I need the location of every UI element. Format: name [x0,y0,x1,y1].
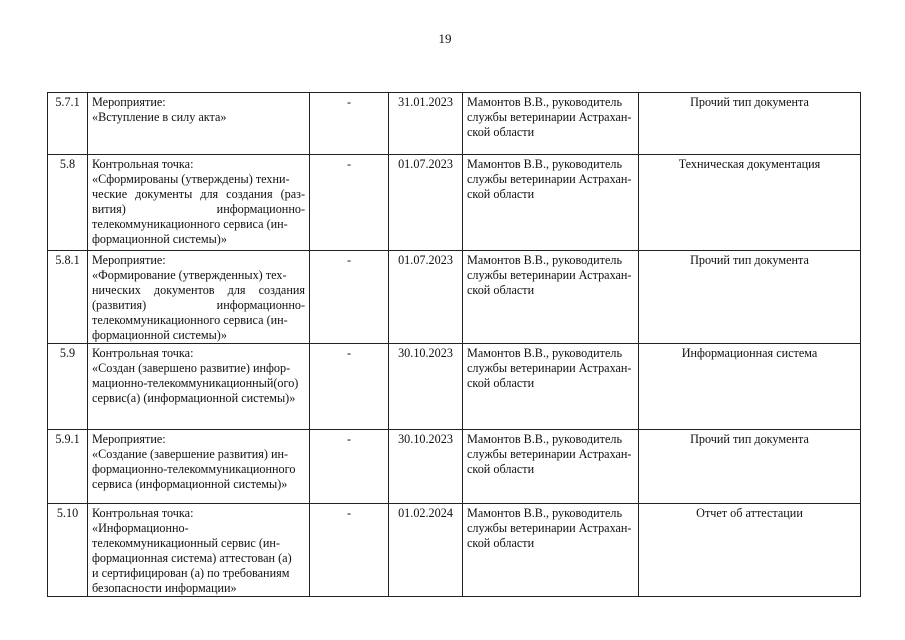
document-type: Отчет об аттестации [639,504,861,597]
item-number: 5.9.1 [48,430,88,504]
responsible-person-line: Мамонтов В.В., руководитель [467,95,623,109]
item-number: 5.8 [48,155,88,251]
document-type: Прочий тип документа [639,430,861,504]
document-type: Техническая документация [639,155,861,251]
responsible-person-line: службы ветеринарии Астрахан- [467,268,632,282]
event-description-line: «Вступление в силу акта» [92,110,227,124]
event-description-line: «Создан (завершено развитие) инфор- [92,361,291,375]
responsible-person-line: службы ветеринарии Астрахан- [467,521,632,535]
event-description-line: «Формирование (утвержденных) тех- [92,268,287,282]
due-date: 01.07.2023 [389,155,463,251]
responsible-person-line: ской области [467,283,535,297]
event-description-line: Контрольная точка: [92,346,194,360]
item-number: 5.7.1 [48,93,88,155]
item-number: 5.10 [48,504,88,597]
document-type: Прочий тип документа [639,93,861,155]
table-row [48,251,861,344]
event-description [88,93,310,155]
event-description-line: Мероприятие: [92,432,166,446]
event-description [88,344,310,430]
table-row [48,430,861,504]
table-row [48,155,861,251]
responsible-person-line: службы ветеринарии Астрахан- [467,361,632,375]
item-number: 5.8.1 [48,251,88,344]
event-description-line: мационно-телекоммуникационный(ого) [92,376,299,390]
document-type: Прочий тип документа [639,251,861,344]
event-description [88,155,310,251]
responsible-person-line: ской области [467,462,535,476]
event-description-line: сервис(а) (информационной системы)» [92,391,296,405]
page-number: 19 [438,31,452,46]
table-row [48,504,861,597]
event-description-line: «Создание (завершение развития) ин- [92,447,289,461]
responsible-person [463,504,639,597]
table-row [48,93,861,155]
responsible-person-line: Мамонтов В.В., руководитель [467,432,623,446]
due-date: 30.10.2023 [389,430,463,504]
event-description [88,251,310,344]
event-description [88,430,310,504]
event-description-line: Мероприятие: [92,253,166,267]
event-description-line: и сертифицирован (а) по требованиям [92,566,290,580]
event-description-line: формационно-телекоммуникационного [92,462,296,476]
event-description-line: (развития) информационно- [92,298,305,312]
due-date: 30.10.2023 [389,344,463,430]
event-description-line: Контрольная точка: [92,506,194,520]
placeholder-dash: - [310,155,389,251]
item-number: 5.9 [48,344,88,430]
event-description-line: «Информационно- [92,521,189,535]
responsible-person-line: службы ветеринарии Астрахан- [467,110,632,124]
event-description-line: Мероприятие: [92,95,166,109]
responsible-person-line: Мамонтов В.В., руководитель [467,157,623,171]
event-description-line: телекоммуникационного сервиса (ин- [92,313,288,327]
event-description-line: формационной системы)» [92,328,227,342]
plan-table-body [48,93,861,597]
due-date: 01.02.2024 [389,504,463,597]
event-description-line: вития) информационно- [92,202,305,216]
responsible-person [463,430,639,504]
responsible-person-line: Мамонтов В.В., руководитель [467,506,623,520]
event-description-line: Контрольная точка: [92,157,194,171]
event-description-line: нических документов для создания [92,283,305,297]
placeholder-dash: - [310,344,389,430]
responsible-person [463,93,639,155]
event-description-line: формационная система) аттестован (а) [92,551,292,565]
placeholder-dash: - [310,430,389,504]
responsible-person-line: Мамонтов В.В., руководитель [467,346,623,360]
due-date: 31.01.2023 [389,93,463,155]
event-description-line: ческие документы для создания (раз- [92,187,305,201]
responsible-person-line: службы ветеринарии Астрахан- [467,172,632,186]
responsible-person [463,344,639,430]
event-description-line: безопасности информации» [92,581,237,595]
event-description-line: телекоммуникационный сервис (ин- [92,536,280,550]
event-description-line: «Сформированы (утверждены) техни- [92,172,290,186]
responsible-person-line: ской области [467,376,535,390]
document-type: Информационная система [639,344,861,430]
due-date: 01.07.2023 [389,251,463,344]
placeholder-dash: - [310,251,389,344]
responsible-person-line: ской области [467,187,535,201]
responsible-person-line: ской области [467,536,535,550]
responsible-person-line: службы ветеринарии Астрахан- [467,447,632,461]
placeholder-dash: - [310,504,389,597]
placeholder-dash: - [310,93,389,155]
table-row [48,344,861,430]
event-description-line: телекоммуникационного сервиса (ин- [92,217,288,231]
responsible-person [463,155,639,251]
event-description [88,504,310,597]
responsible-person-line: Мамонтов В.В., руководитель [467,253,623,267]
event-description-line: формационной системы)» [92,232,227,246]
responsible-person [463,251,639,344]
plan-table [47,92,861,597]
event-description-line: сервиса (информационной системы)» [92,477,288,491]
responsible-person-line: ской области [467,125,535,139]
